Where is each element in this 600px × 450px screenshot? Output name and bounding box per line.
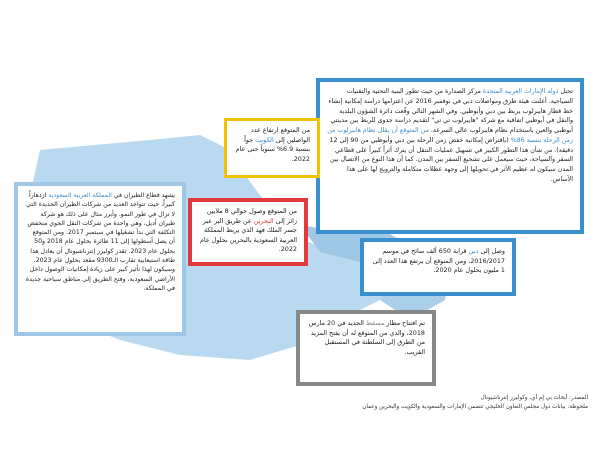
kuwait-info-box bbox=[224, 118, 320, 178]
dubai-text-1: وصل إلى bbox=[478, 247, 505, 255]
bahrain-text-2: عن طريق البر عبر جسر الملك فهد الذي يربط المملكة العربية السعودية بالبحرين بحلول عام 2022. bbox=[199, 216, 297, 254]
dubai-text-2: قرابة 650 ألف سائح في موسم 2016/2017، ومن المتوقع أن يرتفع هذا العدد إلى 1 مليون بحلول عام 2020. bbox=[372, 247, 505, 275]
bahrain-text-1: من المتوقع وصول حوالي 8 ملايين زائر إلى bbox=[206, 207, 297, 225]
source-notes bbox=[328, 394, 588, 412]
bahrain-info-box bbox=[188, 198, 308, 266]
kuwait-text-2: جواً بنسبة 6.9% سنوياً حتى عام 2022. bbox=[235, 135, 310, 163]
kuwait-highlight: الكويت bbox=[255, 135, 274, 144]
source-line: المصدر: أبحاث بي إم أي، وكوليرز إنترناشيونال bbox=[480, 395, 588, 401]
uae-text-2: مركز الصدارة من حيث تطور البنية التحتية والتقنيات السياحية. أعلنت هيئة طرق ومواصلات دبي في نوفمبر 2016 عن اعتزامها دراسة إمكانية إنشاء خط قطار هايبرلوب يربط بين دبي وأبوظبي. وفي الشهر التالي وقّعت دائرة الشؤون البلدية والنقل في أبوظبي اتفاقية مع شركة "هايبرلوب تي تي" لتقديم دراسة جدوى للربط بين مدينتي أبوظبي والعين باستخدام نظام هايبرلوب عالي السرعة. bbox=[328, 88, 573, 134]
oman-highlight: مسقط bbox=[365, 319, 385, 327]
bahrain-highlight: البحرين bbox=[253, 216, 274, 225]
oman-text-2: الجديد في 20 مارس 2018، والذي من المتوقع له أن يفتح المزيد من الطرق إلى السلطنة في المستقبل القريب. bbox=[308, 319, 425, 356]
kuwait-text-1: من المتوقع ارتفاع عدد الواصلين إلى bbox=[250, 126, 310, 144]
uae-text-3: (باقتراض إمكانية خفض زمن الرحلة بين دبي وأبوظبي من 90 إلى 12 دقيقة). من شأن هذا التطور الكبير في تسهيل عمليات التنقل أن يترك أثراً كبيراً على قطاعي السفر والسياحة، حيث سيعمل على تشجيع السفر بين المدن. كما أن هذا النوع من الاتصال بين المدن سيكون له عظيم الأثر في تحويلها إلى وجهة عطلات متكاملة والترويج لها على هذا الأساس. bbox=[329, 136, 573, 183]
uae-highlight-country: دولة الإمارات العربية المتحدة bbox=[482, 88, 559, 95]
dubai-info-box bbox=[360, 238, 516, 296]
uae-highlight-hyperloop: من المتوقع أن يقلل نظام هايبرلوب من زمن الرحلة بنسبة 86% bbox=[327, 127, 573, 144]
note-line: ملحوظة: بيانات دول مجلس التعاون الخليجي تتضمن الإمارات والسعودية والكويت والبحرين وعمان bbox=[362, 403, 588, 410]
uae-text-1: تحتل bbox=[558, 88, 573, 95]
saudi-text-2: ازدهاراً كبيراً، حيث تتواجد العديد من شركات الطيران الجديدة التي لا تزال في طور النمو. وأبرز مثال على ذلك هو شركة طيران أديل، وهي واحدة من شركات النقل الجوي منخفض التكلفة التي بدأ تشغيلها في سبتمبر 2017. ومن المتوقع أن يصل أسطولها إلى 11 طائرة بحلول عام 2018 و50 بحلول عام 2023. تقدر كوليرز إنترناشيونال أن يعادل هذا طاقة استيعابية تقارب الـ9300 مقعد بحلول عام 2023. وسيكون لهذا تأثير كبير على زيادة إمكانيات الوصول داخل الأراضي السعودية، وفتح الطريق إلى مناطق سياحية جديدة في المملكة. bbox=[25, 192, 175, 292]
oman-info-box bbox=[296, 310, 436, 386]
dubai-highlight: دبي bbox=[468, 247, 479, 255]
oman-text-1: تم افتتاح مطار bbox=[384, 319, 425, 327]
saudi-highlight: المملكة العربية السعودية bbox=[48, 192, 112, 199]
saudi-text-1: يشهد قطاع الطيران في bbox=[111, 192, 175, 199]
uae-info-box bbox=[316, 78, 584, 234]
saudi-info-box bbox=[14, 182, 186, 336]
